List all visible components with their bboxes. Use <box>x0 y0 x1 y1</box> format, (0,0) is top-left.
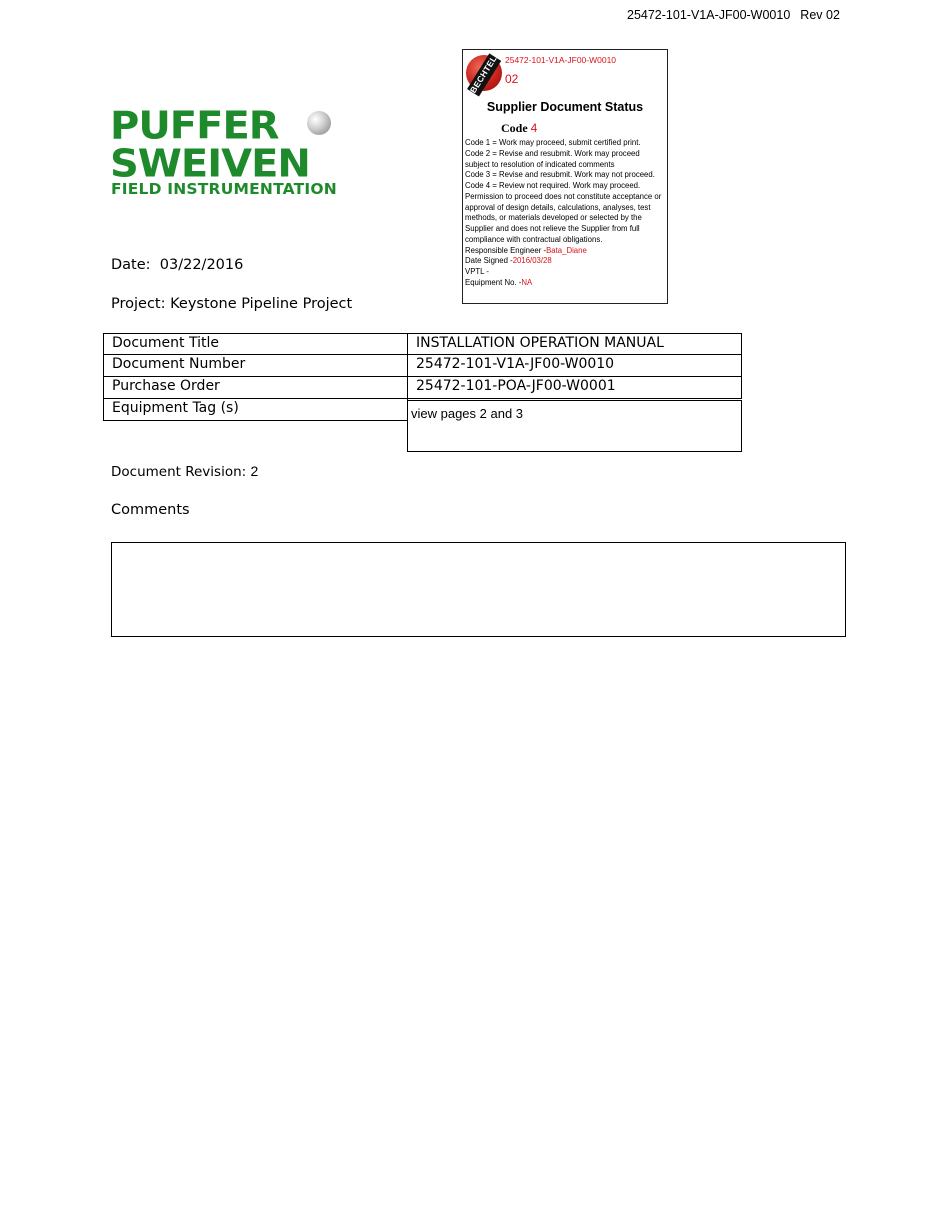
comments-box <box>111 542 846 637</box>
bechtel-badge-text: BECHTEL <box>467 53 501 96</box>
document-revision-row <box>111 463 258 480</box>
stamp-signed-value: 2016/03/28 <box>512 256 552 266</box>
date-label: Date: <box>111 257 151 273</box>
project-label: Project: <box>111 296 166 312</box>
table-row-number-value: 25472-101-V1A-JF00-W0010 <box>407 354 742 377</box>
comments-label: Comments <box>111 502 190 518</box>
table-row-po-value: 25472-101-POA-JF00-W0001 <box>407 376 742 399</box>
bechtel-badge-icon <box>466 53 502 95</box>
header-doc-number: 25472-101-V1A-JF00-W0010 <box>627 8 791 22</box>
stamp-code-label: Code <box>501 121 528 135</box>
stamp-revision: 02 <box>505 72 519 86</box>
revision-value: 2 <box>250 463 259 479</box>
stamp-title: Supplier Document Status <box>486 100 644 114</box>
stamp-engineer-label: Responsible Engineer - <box>465 245 547 255</box>
stamp-code-1: Code 1 = Work may proceed, submit certified print. <box>465 138 641 147</box>
stamp-body <box>465 138 665 289</box>
stamp-code-3: Code 3 = Revise and resubmit. Work may not proceed. <box>465 170 655 180</box>
table-row-po-label: Purchase Order <box>103 376 408 399</box>
date-row <box>111 257 243 273</box>
stamp-engineer-value: Bata_Diane <box>546 245 587 255</box>
table-row-title-label: Document Title <box>103 333 408 355</box>
stamp-equipment-value: NA <box>521 277 533 287</box>
date-value: 03/22/2016 <box>159 257 244 273</box>
stamp-equipment <box>465 278 665 289</box>
stamp-date-signed <box>465 256 665 267</box>
supplier-document-status-stamp <box>462 49 668 304</box>
project-value: Keystone Pipeline Project <box>170 296 353 312</box>
stamp-signed-label: Date Signed - <box>465 256 513 266</box>
logo-line-2: SWEIVEN <box>110 142 310 186</box>
stamp-engineer <box>465 246 665 257</box>
project-row <box>111 296 352 312</box>
stamp-disclaimer: Permission to proceed does not constitute acceptance or approval of design details, calculations, analyses, test methods, or materials developed or selected by the Supplier and does not relieve the Supplier from full compliance with contractual obligations. <box>465 191 662 244</box>
stamp-code-2: Code 2 = Revise and resubmit. Work may proceed subject to resolution of indicated comments <box>465 148 640 169</box>
header-document-reference <box>627 8 840 22</box>
company-logo <box>110 104 350 204</box>
header-revision: Rev 02 <box>800 8 840 22</box>
stamp-equipment-label: Equipment No. - <box>465 277 522 287</box>
stamp-code <box>501 120 537 137</box>
revision-label: Document Revision: <box>111 464 247 480</box>
table-row-tag-value: view pages 2 and 3 <box>407 400 742 452</box>
logo-line-3: FIELD INSTRUMENTATION <box>111 180 337 198</box>
stamp-code-4: Code 4 = Review not required. Work may proceed. <box>465 181 641 190</box>
table-row-title-value: INSTALLATION OPERATION MANUAL <box>407 333 742 355</box>
logo-ball-icon <box>307 111 331 135</box>
stamp-code-value: 4 <box>530 121 538 135</box>
table-row-number-label: Document Number <box>103 354 408 377</box>
stamp-doc-number: 25472-101-V1A-JF00-W0010 <box>505 55 617 65</box>
table-row-tag-label: Equipment Tag (s) <box>103 398 408 421</box>
logo-line-1: PUFFER <box>110 104 279 148</box>
stamp-vptl: VPTL - <box>465 267 489 276</box>
